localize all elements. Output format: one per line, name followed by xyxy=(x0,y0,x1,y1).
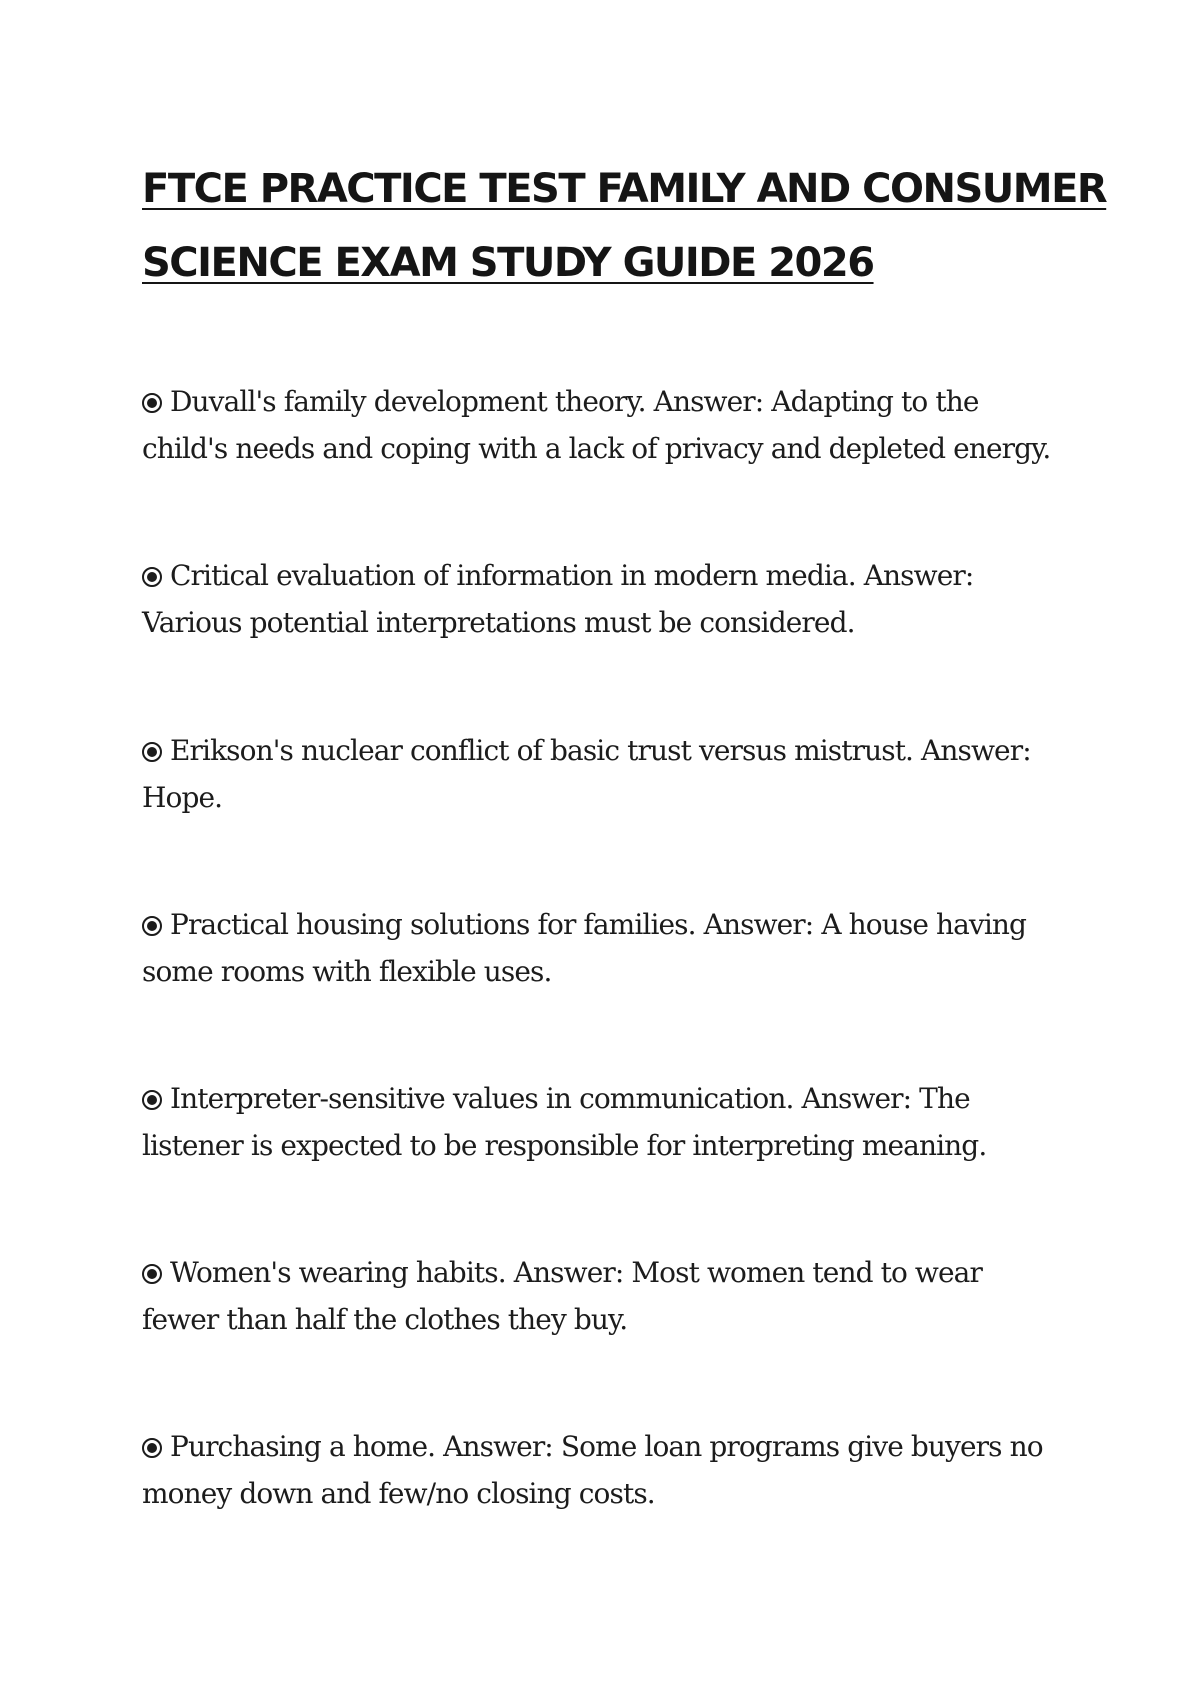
radio-bullet-icon xyxy=(142,393,162,413)
radio-bullet-icon xyxy=(142,916,162,936)
list-item: Critical evaluation of information in modern media. Answer: Various potential interpretations must be considered. xyxy=(142,559,974,639)
list-item: Purchasing a home. Answer: Some loan programs give buyers no money down and few/no closing costs. xyxy=(142,1430,1043,1510)
list-item: Women's wearing habits. Answer: Most women tend to wear fewer than half the clothes they buy. xyxy=(142,1256,982,1336)
radio-bullet-icon xyxy=(142,567,162,587)
radio-bullet-icon xyxy=(142,742,162,762)
list-item: Practical housing solutions for families. Answer: A house having some rooms with flexible uses. xyxy=(142,908,1027,988)
list-item: Erikson's nuclear conflict of basic trust versus mistrust. Answer: Hope. xyxy=(142,734,1031,814)
radio-bullet-icon xyxy=(142,1090,162,1110)
radio-bullet-icon xyxy=(142,1438,162,1458)
list-item: Interpreter-sensitive values in communication. Answer: The listener is expected to be responsible for interpreting meaning. xyxy=(142,1082,987,1162)
list-item: Duvall's family development theory. Answer: Adapting to the child's needs and coping with a lack of privacy and depleted energy. xyxy=(142,385,1051,465)
page-title xyxy=(142,152,1107,300)
title-line-2: SCIENCE EXAM STUDY GUIDE 2026 xyxy=(142,240,874,286)
title-line-1: FTCE PRACTICE TEST FAMILY AND CONSUMER xyxy=(142,166,1107,212)
radio-bullet-icon xyxy=(142,1264,162,1284)
